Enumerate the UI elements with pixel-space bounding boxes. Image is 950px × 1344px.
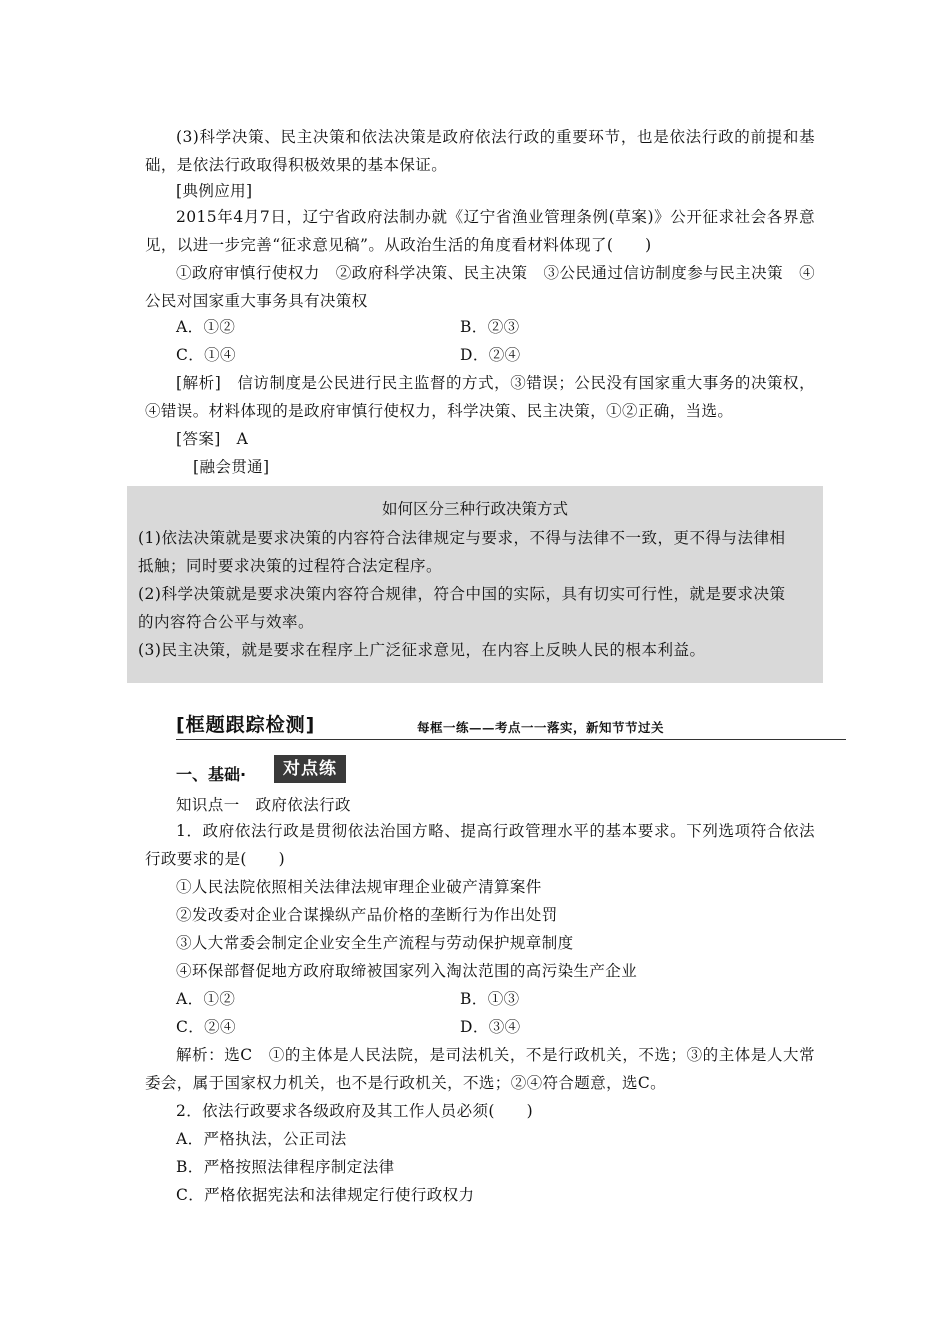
question-1-option-a: A．①② — [176, 990, 236, 1008]
question-1-option-c: C．②④ — [176, 1018, 236, 1036]
question-1-analysis: 解析：选C ①的主体是人民法院，是司法机关，不是行政机关，不选；③的主体是人大常委会，属于国家权力机关，也不是行政机关，不选；②④符合题意，选C。 — [145, 1046, 815, 1092]
question-2-option: C．严格依据宪法和法律规定行使行政权力 — [176, 1186, 475, 1204]
summary-point-2-line-2: 的内容符合公平与效率。 — [138, 613, 315, 631]
summary-point-1-line-2: 抵触；同时要求决策的过程符合法定程序。 — [138, 557, 443, 575]
example-analysis: [解析] 信访制度是公民进行民主监督的方式，③错误；公民没有国家重大事务的决策权，④错误。材料体现的是政府审慎行使权力，科学决策、民主决策，①②正确，当选。 — [145, 374, 815, 420]
question-1-option-b: B．①③ — [460, 990, 520, 1008]
option-b: B．②③ — [460, 318, 520, 336]
section-divider — [176, 739, 846, 740]
summary-point-3: (3)民主决策，就是要求在程序上广泛征求意见，在内容上反映人民的根本利益。 — [138, 641, 706, 659]
question-1-item: ③人大常委会制定企业安全生产流程与劳动保护规章制度 — [176, 934, 574, 952]
summary-point-1-line-1: (1)依法决策就是要求决策的内容符合法律规定与要求，不得与法律不一致，更不得与法律相 — [138, 529, 786, 547]
basic-heading: 一、基础· — [176, 765, 247, 784]
option-a: A．①② — [176, 318, 236, 336]
question-2-option: A．严格执法，公正司法 — [176, 1130, 347, 1148]
knowledge-point-label: 知识点一 政府依法行政 — [176, 796, 351, 814]
example-label: [典例应用] — [176, 182, 253, 200]
practice-tag: 对点练 — [274, 755, 346, 783]
section-subheader: 每框一练——考点一一落实，新知节节过关 — [417, 720, 665, 735]
example-stem: 2015年4月7日，辽宁省政府法制办就《辽宁省渔业管理条例(草案)》公开征求社会各界意见，以进一步完善“征求意见稿”。从政治生活的角度看材料体现了( ) — [145, 208, 815, 254]
question-1-item: ④环保部督促地方政府取缔被国家列入淘汰范围的高污染生产企业 — [176, 962, 638, 980]
summary-box-title: 如何区分三种行政决策方式 — [381, 500, 568, 518]
question-1-item: ①人民法院依照相关法律法规审理企业破产清算案件 — [176, 878, 542, 896]
question-1-item: ②发改委对企业合谋操纵产品价格的垄断行为作出处罚 — [176, 906, 558, 924]
question-1-stem: 1．政府依法行政是贯彻依法治国方略、提高行政管理水平的基本要求。下列选项符合依法行政要求的是( ) — [145, 822, 815, 868]
point-3-paragraph: (3)科学决策、民主决策和依法决策是政府依法行政的重要环节，也是依法行政的前提和基础，是依法行政取得积极效果的基本保证。 — [145, 128, 815, 174]
question-1-option-d: D．③④ — [460, 1018, 521, 1036]
example-items: ①政府审慎行使权力 ②政府科学决策、民主决策 ③公民通过信访制度参与民主决策 ④公民对国家重大事务具有决策权 — [145, 264, 815, 310]
option-d: D．②④ — [460, 346, 521, 364]
question-2-option: B．严格按照法律程序制定法律 — [176, 1158, 395, 1176]
section-header: [框题跟踪检测] — [176, 714, 316, 736]
example-answer: [答案] A — [176, 430, 249, 448]
summary-point-2-line-1: (2)科学决策就是要求决策内容符合规律，符合中国的实际，具有切实可行性，就是要求决策 — [138, 585, 786, 603]
fusion-label: [融会贯通] — [193, 458, 270, 476]
question-2-stem: 2．依法行政要求各级政府及其工作人员必须( ) — [176, 1102, 534, 1120]
option-c: C．①④ — [176, 346, 236, 364]
